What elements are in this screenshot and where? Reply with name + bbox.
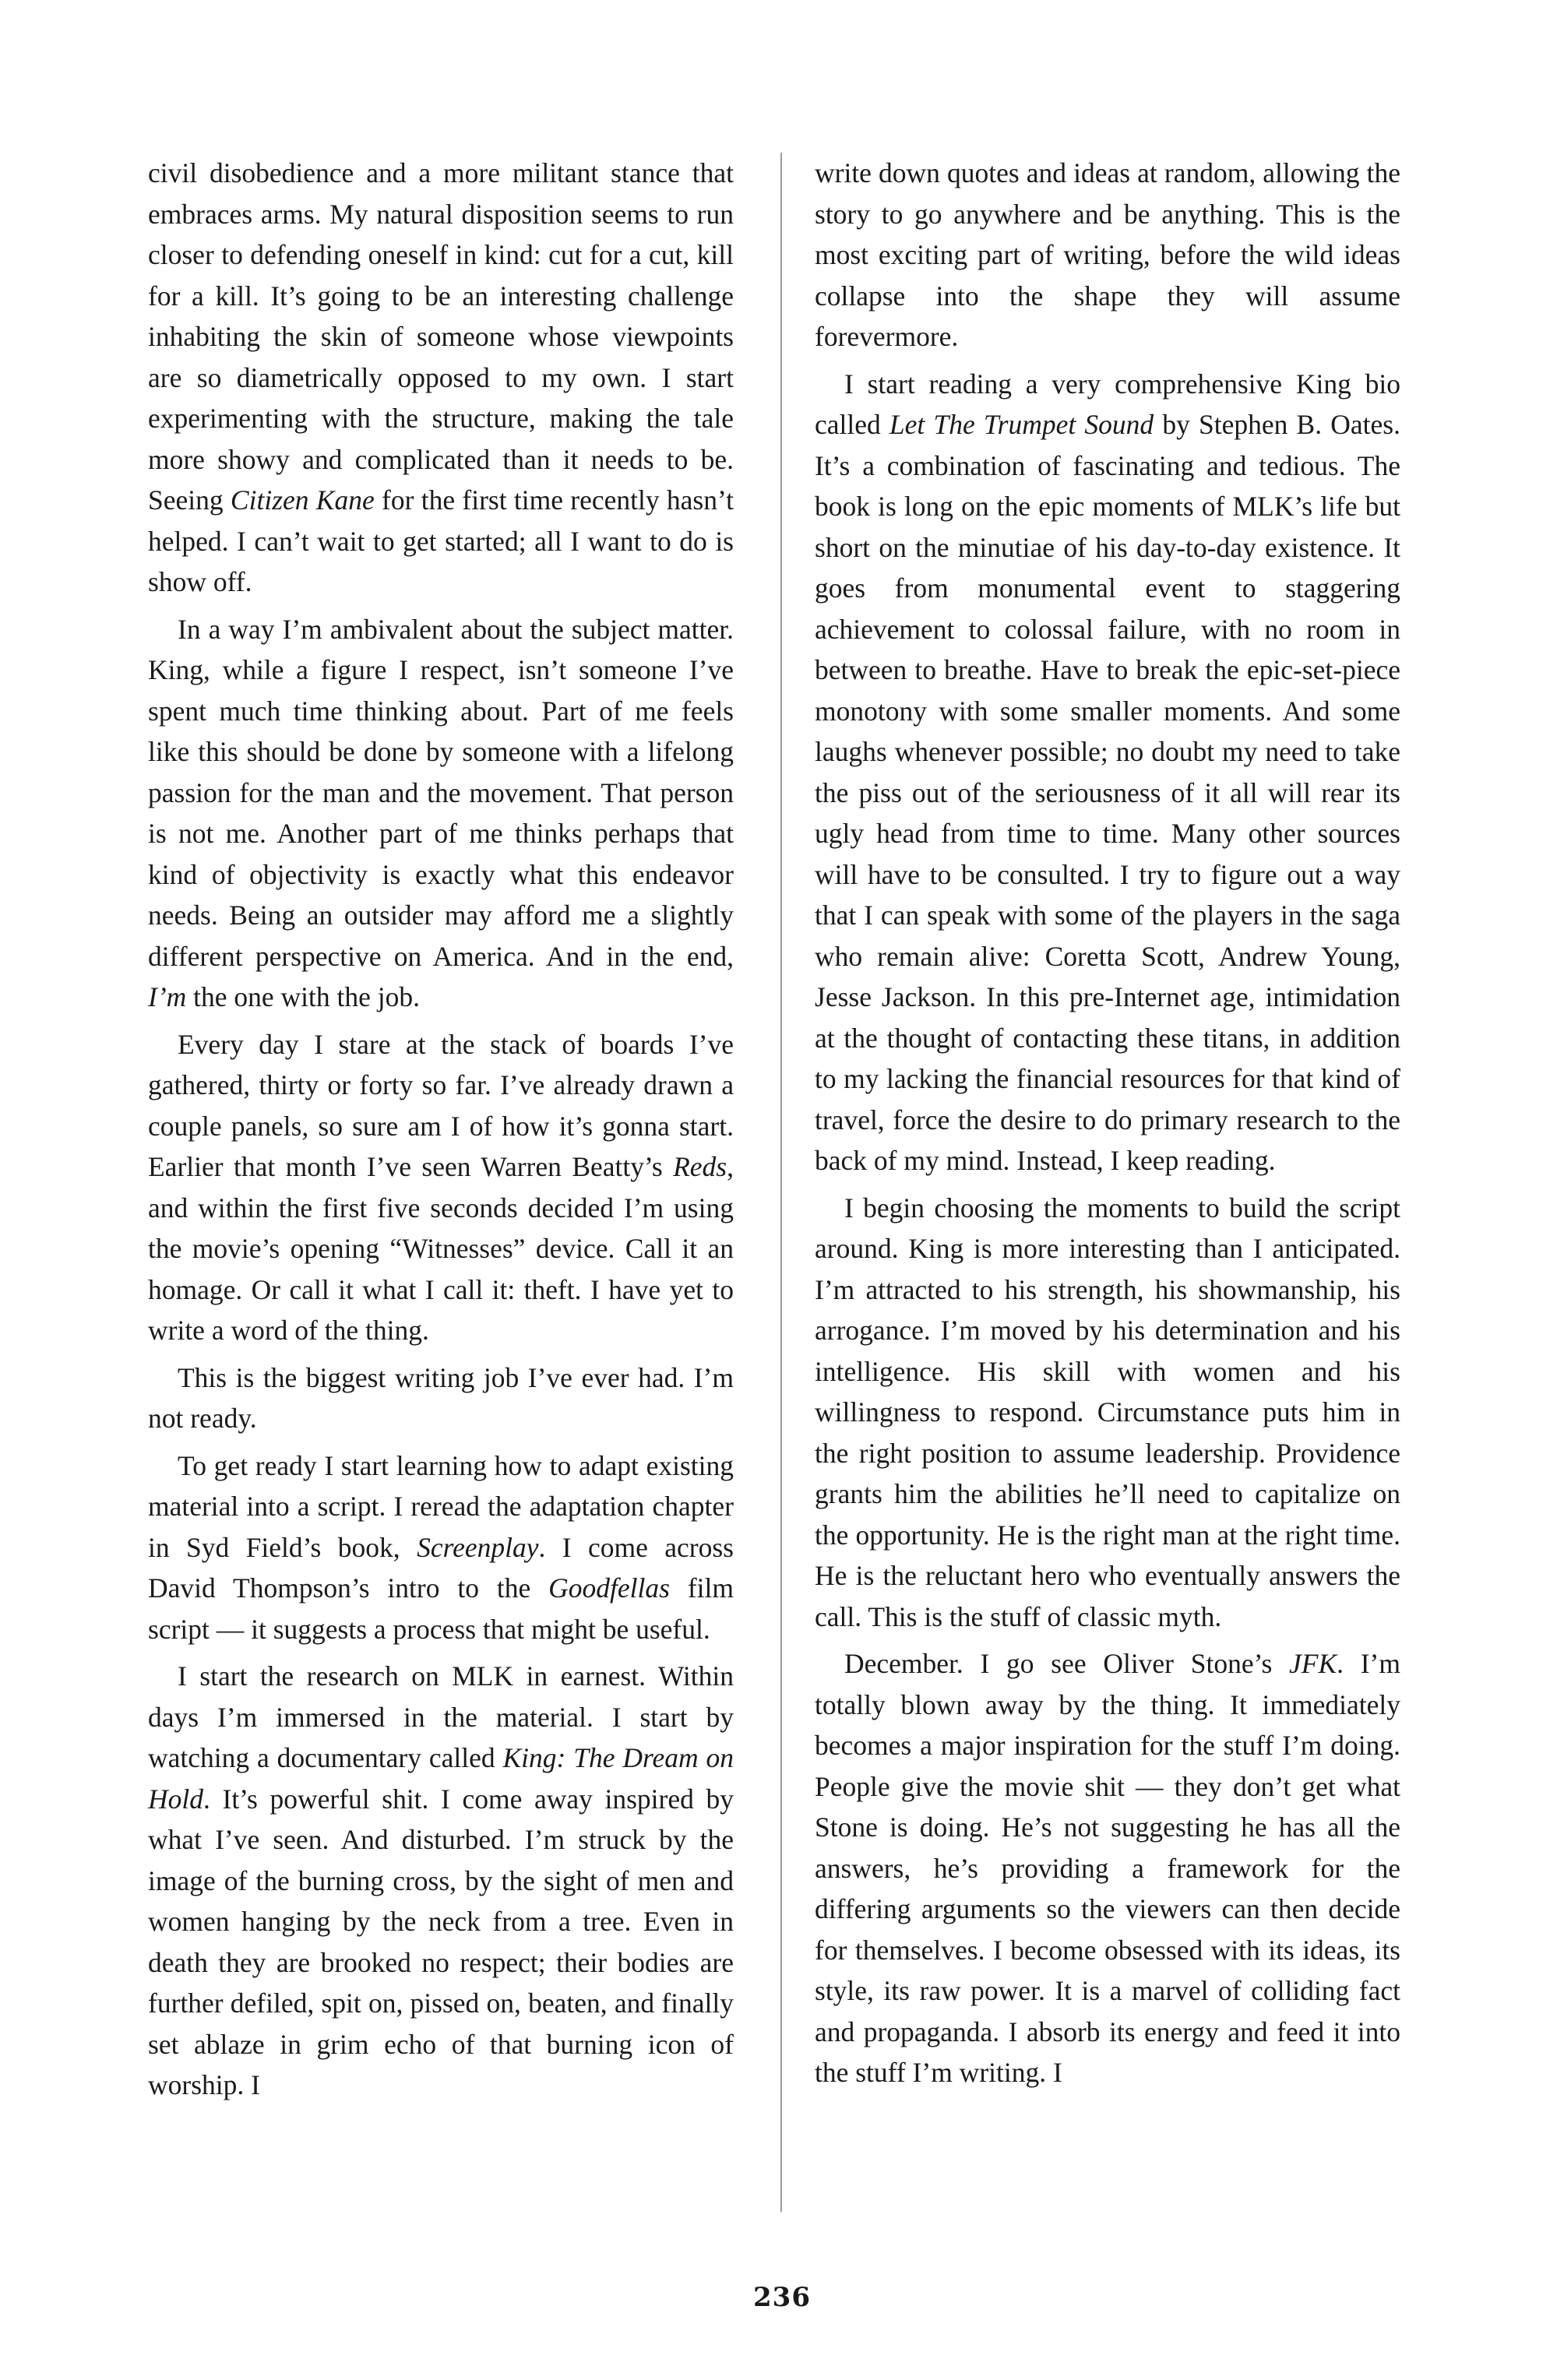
paragraph-text: , and within the first five seconds decided I’m using the movie’s opening “Witnesses” device. Call it an homage. Or call it what I call it: theft. I have yet to write a word of the thing. (148, 1151, 734, 1346)
italic-title-text: King: The Dream on Hold (148, 1742, 734, 1815)
paragraph-text: write down quotes and ideas at random, allowing the story to go anywhere and be anything. This is the most exciting part of writing, before the wild ideas collapse into the shape they will assume forevermore. (815, 157, 1400, 352)
paragraph-text: civil disobedience and a more militant stance that embraces arms. My natural disposition seems to run closer to defending oneself in kind: cut for a cut, kill for a kill. It’s going to be an interesting challenge inhabiting the skin of someone whose viewpoints are so diametrically opposed to my own. I start experimenting with the structure, making the tale more showy and complicated than it needs to be. Seeing (148, 157, 734, 516)
italic-title-text: Citizen Kane (230, 484, 375, 516)
italic-title-text: I’m (148, 981, 187, 1012)
paragraph (815, 1643, 1400, 2093)
paragraph (815, 1188, 1400, 1638)
paragraph-text: I begin choosing the moments to build the script around. King is more interesting than I anticipated. I’m attracted to his strength, his showmanship, his arrogance. I’m moved by his determination and his intelligence. His skill with women and his willingness to respond. Circumstance puts him in the right position to assume leadership. Providence grants him the abilities he’ll need to capitalize on the opportunity. He is the right man at the right time. He is the reluctant hero who eventually answers the call. This is the stuff of classic myth. (815, 1192, 1400, 1632)
paragraph (148, 1445, 734, 1650)
paragraph-text: . I come across David Thompson’s intro to the (148, 1531, 734, 1604)
italic-title-text: Goodfellas (548, 1572, 670, 1604)
paragraph-text: film script — it suggests a process that might be useful. (148, 1572, 734, 1645)
left-text-column (148, 153, 734, 2106)
paragraph-text: December. I go see Oliver Stone’s (844, 1648, 1289, 1679)
paragraph (148, 153, 734, 603)
right-text-column (815, 153, 1400, 2093)
paragraph-text: . I’m totally blown away by the thing. It immediately becomes a major inspiration for the stuff I’m doing. People give the movie shit — they don’t get what Stone is doing. He’s not suggesting he has all the answers, he’s providing a framework for the differing arguments so the viewers can then decide for themselves. I become obsessed with its ideas, its style, its raw power. It is a marvel of colliding fact and propaganda. I absorb its energy and feed it into the stuff I’m writing. I (815, 1648, 1400, 2088)
paragraph-text: the one with the job. (186, 981, 421, 1012)
paragraph (148, 1024, 734, 1351)
paragraph-text: This is the biggest writing job I’ve ever had. I’m not ready. (148, 1361, 734, 1434)
paragraph-text: To get ready I start learning how to adapt existing material into a script. I reread the adaptation chapter in Syd Field’s book, (148, 1449, 734, 1563)
italic-title-text: Reds (673, 1151, 727, 1182)
paragraph (148, 1656, 734, 2106)
paragraph-text: for the first time recently hasn’t helped. I can’t wait to get started; all I want to do is show off. (148, 484, 734, 597)
paragraph (815, 153, 1400, 357)
paragraph (148, 1357, 734, 1439)
column-divider (780, 153, 782, 2212)
paragraph (148, 609, 734, 1018)
paragraph-text: I start the research on MLK in earnest. Within days I’m immersed in the material. I start by watching a documentary called (148, 1660, 734, 1773)
paragraph-text: by Stephen B. Oates. It’s a combination of fascinating and tedious. The book is long on the epic moments of MLK’s life but short on the minutiae of his day-to-day existence. It goes from monumental event to staggering achievement to colossal failure, with no room in between to breathe. Have to break the epic-set-piece monotony with some smaller moments. And some laughs whenever possible; no doubt my need to take the piss out of the seriousness of it all will rear its ugly head from time to time. Many other sources will have to be consulted. I try to figure out a way that I can speak with some of the players in the saga who remain alive: Coretta Scott, Andrew Young, Jesse Jackson. In this pre-Internet age, intimidation at the thought of contacting these titans, in addition to my lacking the financial resources for that kind of travel, force the desire to do primary research to the back of my mind. Instead, I keep reading. (815, 409, 1400, 1176)
paragraph-text: Every day I stare at the stack of boards I’ve gathered, thirty or forty so far. I’ve already drawn a couple panels, so sure am I of how it’s gonna start. Earlier that month I’ve seen Warren Beatty’s (148, 1028, 734, 1182)
paragraph-text: In a way I’m ambivalent about the subject matter. King, while a figure I respect, isn’t someone I’ve spent much time thinking about. Part of me feels like this should be done by someone with a lifelong passion for the man and the movement. That person is not me. Another part of me thinks perhaps that kind of objectivity is exactly what this endeavor needs. Being an outsider may afford me a slightly different perspective on America. And in the end, (148, 613, 734, 972)
paragraph (815, 364, 1400, 1181)
italic-title-text: JFK (1289, 1648, 1337, 1679)
paragraph-text: I start reading a very comprehensive King bio called (815, 368, 1400, 440)
page-number: 236 (753, 2282, 811, 2313)
italic-title-text: Screenplay (417, 1531, 539, 1563)
italic-title-text: Let The Trumpet Sound (889, 409, 1154, 440)
paragraph-text: . It’s powerful shit. I come away inspired by what I’ve seen. And disturbed. I’m struck by the image of the burning cross, by the sight of men and women hanging by the neck from a tree. Even in death they are brooked no respect; their bodies are further defiled, spit on, pissed on, beaten, and finally set ablaze in grim echo of that burning icon of worship. I (148, 1783, 734, 2100)
